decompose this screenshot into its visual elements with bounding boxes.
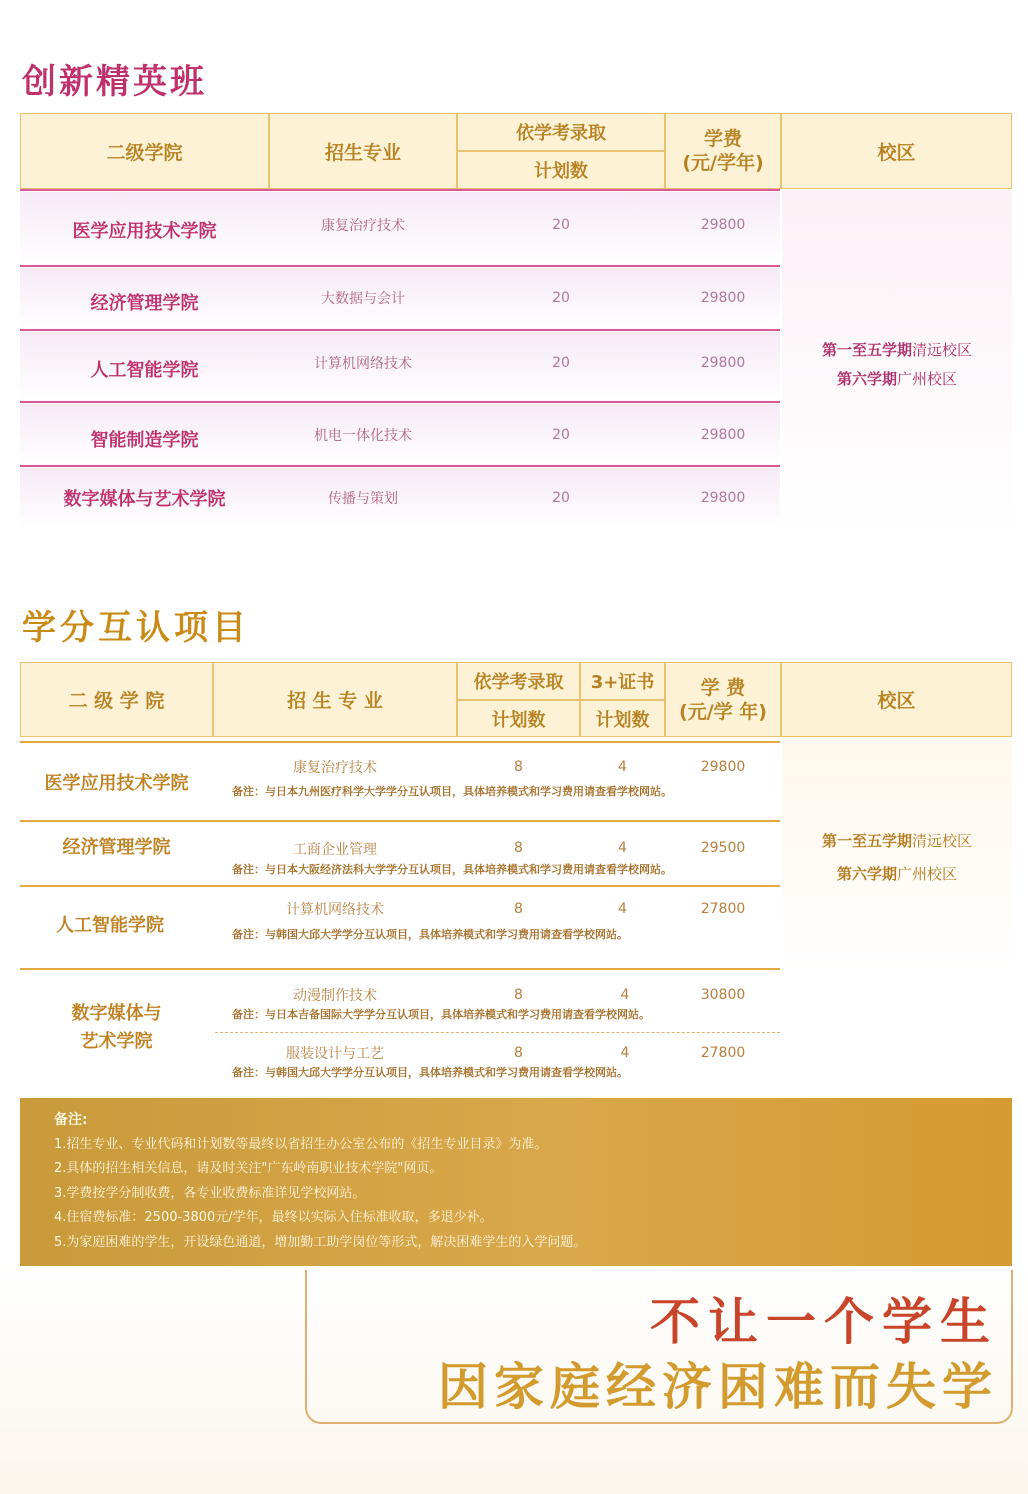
row-divider [20,820,780,822]
row-divider [20,189,780,191]
row-divider [20,465,780,467]
cell-plan1: 8 [514,901,523,917]
header-campus: 校区 [781,662,1012,737]
header-major: 招生专业 [269,113,457,189]
cell-note: 备注：与韩国大邱大学学分互认项目，具体培养模式和学习费用请查看学校网站。 [232,1066,628,1079]
cell-fee: 29800 [700,759,746,775]
cell-college: 经济管理学院 [90,293,199,314]
cell-plan2: 4 [618,759,627,775]
remark-item: 3.学费按学分制收费，各专业收费标准详见学校网站。 [54,1185,366,1201]
header-plan2-bottom: 计划数 [580,700,665,737]
cell-major: 康复治疗技术 [293,760,377,776]
header-college: 二 级 学 院 [20,662,213,737]
campus-guangzhou: 广州校区 [897,864,958,883]
cell-note: 备注：与韩国大邱大学学分互认项目，具体培养模式和学习费用请查看学校网站。 [232,928,628,941]
cell-plan1: 8 [514,759,523,775]
remark-item: 1.招生专业、专业代码和计划数等最终以省招生办公室公布的《招生专业目录》为准。 [54,1136,548,1152]
header-fee: 学 费 (元/学 年) [665,662,781,737]
campus-term-6: 第六学期 [836,864,897,883]
header-campus: 校区 [781,113,1012,189]
cell-plan2: 4 [620,1045,630,1061]
row-divider [20,741,780,743]
cell-college: 医学应用技术学院 [72,221,217,242]
cell-fee: 27800 [700,901,746,917]
cell-plan: 20 [552,490,570,506]
remark-item: 2.具体的招生相关信息，请及时关注"广东岭南职业技术学院"网页。 [54,1161,443,1176]
campus-qingyuan: 清远校区 [912,341,973,359]
row-divider [20,401,780,403]
campus-term-1-5: 第一至五学期 [821,341,912,359]
campus-guangzhou: 广州校区 [897,370,958,388]
cell-plan1: 8 [514,840,523,856]
campus-cell [782,740,1012,975]
cell-major: 工商企业管理 [293,842,377,858]
cell-fee: 30800 [700,987,746,1003]
cell-plan1: 8 [514,1045,523,1061]
cell-plan2: 4 [618,840,627,856]
header-college: 二级学院 [20,113,269,189]
slogan-line-2: 因家庭经济困难而失学 [438,1358,998,1416]
cell-fee: 27800 [700,1045,746,1061]
cell-major: 动漫制作技术 [293,988,377,1004]
cell-fee: 29800 [700,490,746,506]
cell-college: 数字媒体与艺术学院 [63,489,226,510]
cell-major: 大数据与会计 [321,291,405,307]
cell-fee: 29800 [700,427,746,443]
cell-plan: 20 [552,427,570,443]
cell-college: 人工智能学院 [90,360,199,381]
cell-major: 计算机网络技术 [314,356,412,372]
cell-major: 康复治疗技术 [321,218,405,234]
header-plan-top: 依学考录取 [457,113,665,151]
cell-plan2: 4 [618,901,627,917]
campus-cell [782,190,1012,540]
cell-plan2: 4 [620,987,630,1003]
section-title-elite-class: 创新精英班 [22,62,207,102]
remark-item: 5.为家庭困难的学生，开设绿色通道，增加勤工助学岗位等形式，解决困难学生的入学问题。 [54,1234,587,1250]
cell-plan: 20 [552,217,570,233]
cell-fee: 29800 [700,355,746,371]
cell-college: 数字媒体与 艺术学院 [71,1003,162,1052]
header-plan1-bottom: 计划数 [457,700,580,737]
row-divider [20,265,780,267]
cell-college: 医学应用技术学院 [44,773,189,794]
remarks-box [20,1098,1012,1266]
cell-fee: 29800 [700,290,746,306]
row-divider [20,329,780,331]
cell-major: 计算机网络技术 [286,902,384,918]
cell-note: 备注：与日本九州医疗科学大学学分互认项目，具体培养模式和学习费用请查看学校网站。 [232,785,672,798]
cell-college: 经济管理学院 [62,837,171,858]
cell-fee: 29500 [700,840,746,856]
campus-qingyuan: 清远校区 [912,831,973,850]
cell-major: 服装设计与工艺 [286,1046,384,1062]
row-divider-dashed [215,1032,780,1033]
cell-plan: 20 [552,355,570,371]
header-major: 招 生 专 业 [213,662,457,737]
header-fee: 学费 (元/学年) [665,113,781,189]
cell-note: 备注：与日本大阪经济法科大学学分互认项目，具体培养模式和学习费用请查看学校网站。 [232,863,672,876]
cell-college: 智能制造学院 [90,430,199,451]
section-title-credit-transfer: 学分互认项目 [22,608,250,648]
cell-major: 传播与策划 [328,491,398,507]
cell-major: 机电一体化技术 [314,428,412,444]
row-divider [20,885,780,887]
campus-term-6: 第六学期 [836,370,897,388]
cell-plan1: 8 [514,987,523,1003]
cell-fee: 29800 [700,217,746,233]
cell-note: 备注：与日本吉备国际大学学分互认项目，具体培养模式和学习费用请查看学校网站。 [232,1008,650,1021]
row-divider [20,968,780,970]
campus-term-1-5: 第一至五学期 [821,831,912,850]
cell-plan: 20 [552,290,570,306]
remark-item: 4.住宿费标准：2500-3800元/学年，最终以实际入住标准收取，多退少补。 [54,1210,493,1225]
header-plan2-top: 3+证书 [580,662,665,700]
header-plan1-top: 依学考录取 [457,662,580,700]
cell-college: 人工智能学院 [56,915,164,936]
slogan-line-1: 不让一个学生 [650,1293,998,1351]
header-plan-bottom: 计划数 [457,151,665,189]
remarks-title: 备注: [54,1112,88,1128]
